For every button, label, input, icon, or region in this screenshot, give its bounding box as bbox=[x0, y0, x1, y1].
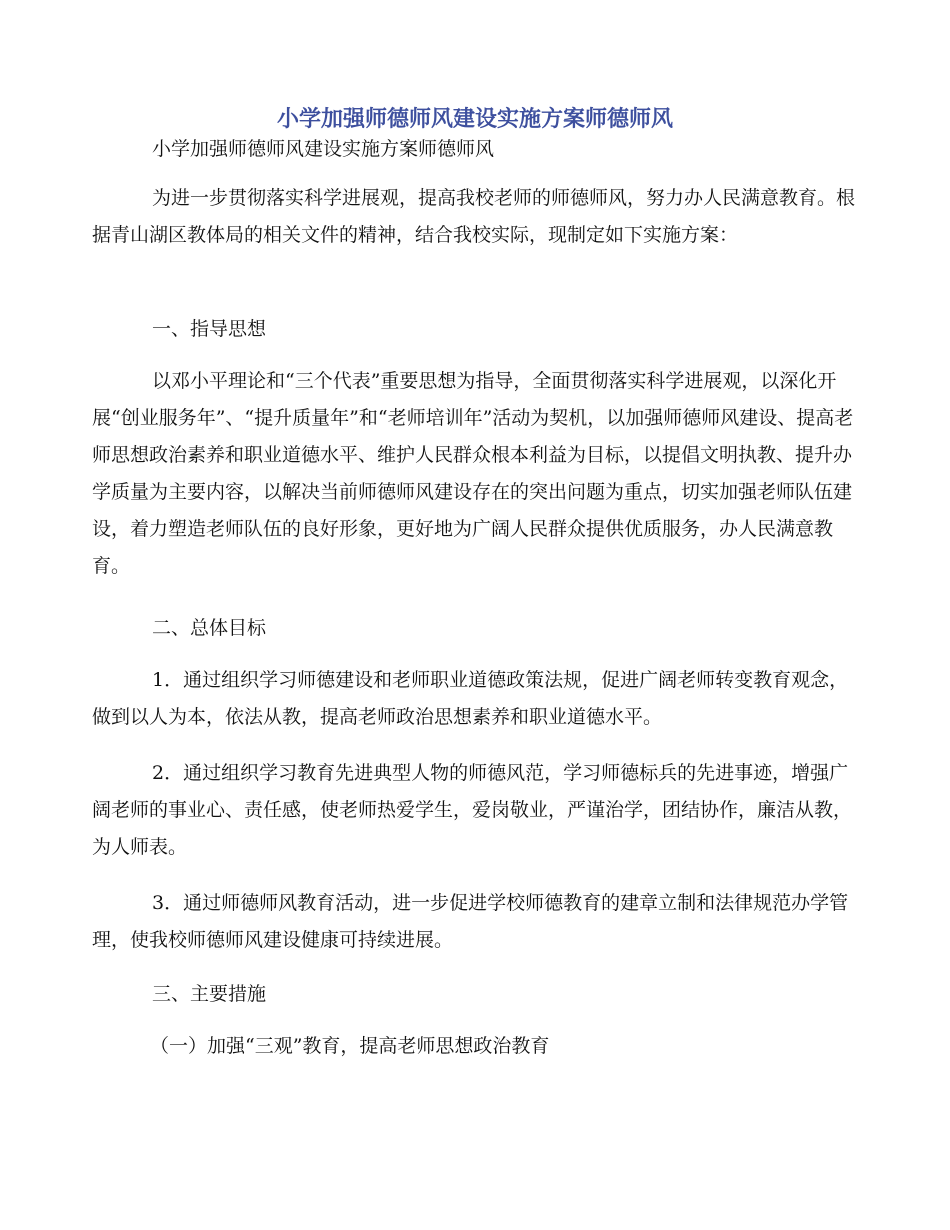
measure-subheading-1: （一）加强“三观”教育，提高老师思想政治教育 bbox=[150, 1035, 550, 1057]
document-subtitle: 小学加强师德师风建设实施方案师德师风 bbox=[152, 138, 495, 160]
goal-item-1: 1．通过组织学习师德建设和老师职业道德政策法规，促进广阔老师转变教育观念，做到以人为本，依法从教，提高老师政治思想素养和职业道德水平。 bbox=[92, 669, 849, 728]
goal-item-3: 3．通过师德师风教育活动，进一步促进学校师德教育的建章立制和法律规范办学管理，使我校师德师风建设健康可持续进展。 bbox=[92, 892, 849, 951]
guiding-thought-paragraph: 以邓小平理论和“三个代表”重要思想为指导，全面贯彻落实科学进展观，以深化开展“创业服务年”、“提升质量年”和“老师培训年”活动为契机，以加强师德师风建设、提高老师思想政治素养和职业道德水平、维护人民群众根本利益为目标，以提倡文明执教、提升办学质量为主要内容，以解决当前师德师风建设存在的突出问题为重点，切实加强老师队伍建设，着力塑造老师队伍的良好形象，更好地为广阔人民群众提供优质服务，办人民满意教育。 bbox=[92, 370, 854, 577]
document-title: 小学加强师德师风建设实施方案师德师风 bbox=[276, 106, 673, 132]
intro-paragraph: 为进一步贯彻落实科学进展观，提高我校老师的师德师风，努力办人民满意教育。根据青山湖区教体局的相关文件的精神，结合我校实际，现制定如下实施方案： bbox=[92, 187, 856, 246]
section-heading-guiding-thought: 一、指导思想 bbox=[152, 318, 267, 340]
section-heading-main-measures: 三、主要措施 bbox=[152, 983, 267, 1005]
goal-item-2: 2．通过组织学习教育先进典型人物的师德风范，学习师德标兵的先进事迹，增强广阔老师的事业心、责任感，使老师热爱学生，爱岗敬业，严谨治学，团结协作，廉洁从教，为人师表。 bbox=[92, 762, 853, 858]
section-heading-overall-goals: 二、总体目标 bbox=[152, 617, 267, 639]
